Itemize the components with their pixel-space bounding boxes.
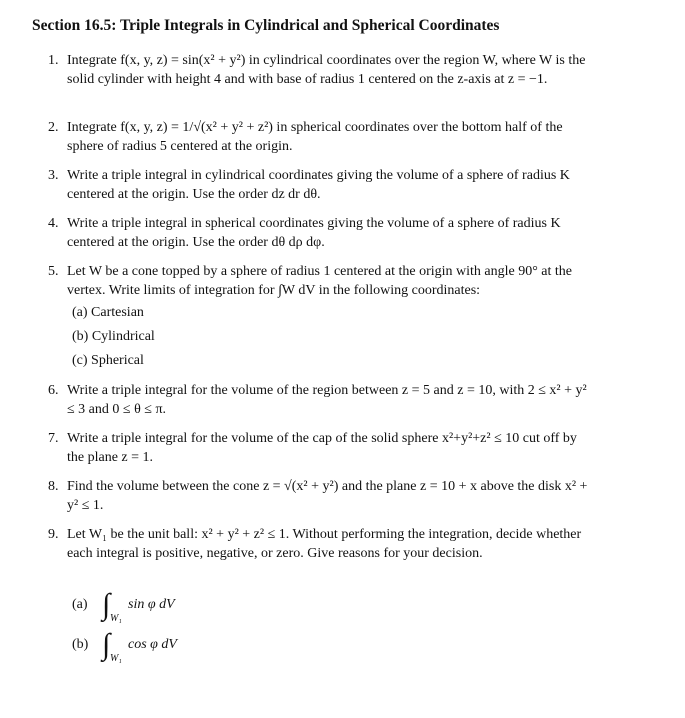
problem-4 (48, 215, 593, 252)
integral-domain: W₁ (110, 613, 122, 624)
problem-text: Write a triple integral in cylindrical coordinates giving the volume of a sphere of radius K centered at the origin. Use the order dz dr dθ. (67, 168, 570, 202)
problem-number: 2. (48, 120, 59, 135)
p9-integral-b (72, 628, 272, 671)
part-label: (a) (72, 597, 88, 612)
problem-text: Integrate f(x, y, z) = 1/√(x² + y² + z²) in spherical coordinates over the bottom half of the sphere of radius 5 centered at the origin. (67, 120, 563, 154)
problem-9 (48, 526, 593, 563)
p5-part-a: (a) Cartesian (72, 305, 144, 320)
problem-text: Write a triple integral for the volume of the cap of the solid sphere x²+y²+z² ≤ 10 cut off by the plane z = 1. (67, 431, 577, 465)
problem-number: 8. (48, 479, 59, 494)
integral-sign: ∫ (102, 628, 111, 661)
problem-number: 5. (48, 264, 59, 279)
problem-number: 7. (48, 431, 59, 446)
problem-2 (48, 119, 593, 156)
problem-5 (48, 263, 593, 300)
integral-sign: ∫ (102, 588, 111, 621)
problem-number: 4. (48, 216, 59, 231)
problem-number: 1. (48, 53, 59, 68)
part-label: (b) (72, 637, 89, 652)
p5-part-b: (b) Cylindrical (72, 329, 155, 344)
problem-text: Let W₁ be the unit ball: x² + y² + z² ≤ 1. Without performing the integration, decide whether each integral is positive, negative, or zero. Give reasons for your decision. (67, 527, 582, 561)
problem-text: Let W be a cone topped by a sphere of radius 1 centered at the origin with angle 90° at the vertex. Write limits of integration for ∫W dV in the following coordinates: (67, 264, 573, 298)
problem-text: Find the volume between the cone z = √(x² + y²) and the plane z = 10 + x above the disk x² + y² ≤ 1. (67, 479, 588, 513)
integrand: sin φ dV (128, 597, 175, 612)
integrand: cos φ dV (128, 637, 177, 652)
problem-number: 6. (48, 383, 59, 398)
problem-text: Integrate f(x, y, z) = sin(x² + y²) in cylindrical coordinates over the region W, where W is the solid cylinder with height 4 and with base of radius 1 centered on the z-axis at z = −1. (67, 53, 586, 87)
problem-text: Write a triple integral for the volume of the region between z = 5 and z = 10, with 2 ≤ x² + y² ≤ 3 and 0 ≤ θ ≤ π. (67, 383, 587, 417)
section-title: Section 16.5: Triple Integrals in Cylindrical and Spherical Coordinates (32, 17, 500, 34)
problem-number: 3. (48, 168, 59, 183)
p5-part-c: (c) Spherical (72, 353, 144, 368)
p9-integral-a (72, 588, 272, 631)
problem-1 (48, 52, 593, 89)
problem-7 (48, 430, 593, 467)
problem-8 (48, 478, 593, 515)
problem-3 (48, 167, 593, 204)
problem-text: Write a triple integral in spherical coordinates giving the volume of a sphere of radius K centered at the origin. Use the order dθ dρ dφ. (67, 216, 561, 250)
integral-domain: W₁ (110, 653, 122, 664)
problem-number: 9. (48, 527, 59, 542)
problem-6 (48, 382, 593, 419)
